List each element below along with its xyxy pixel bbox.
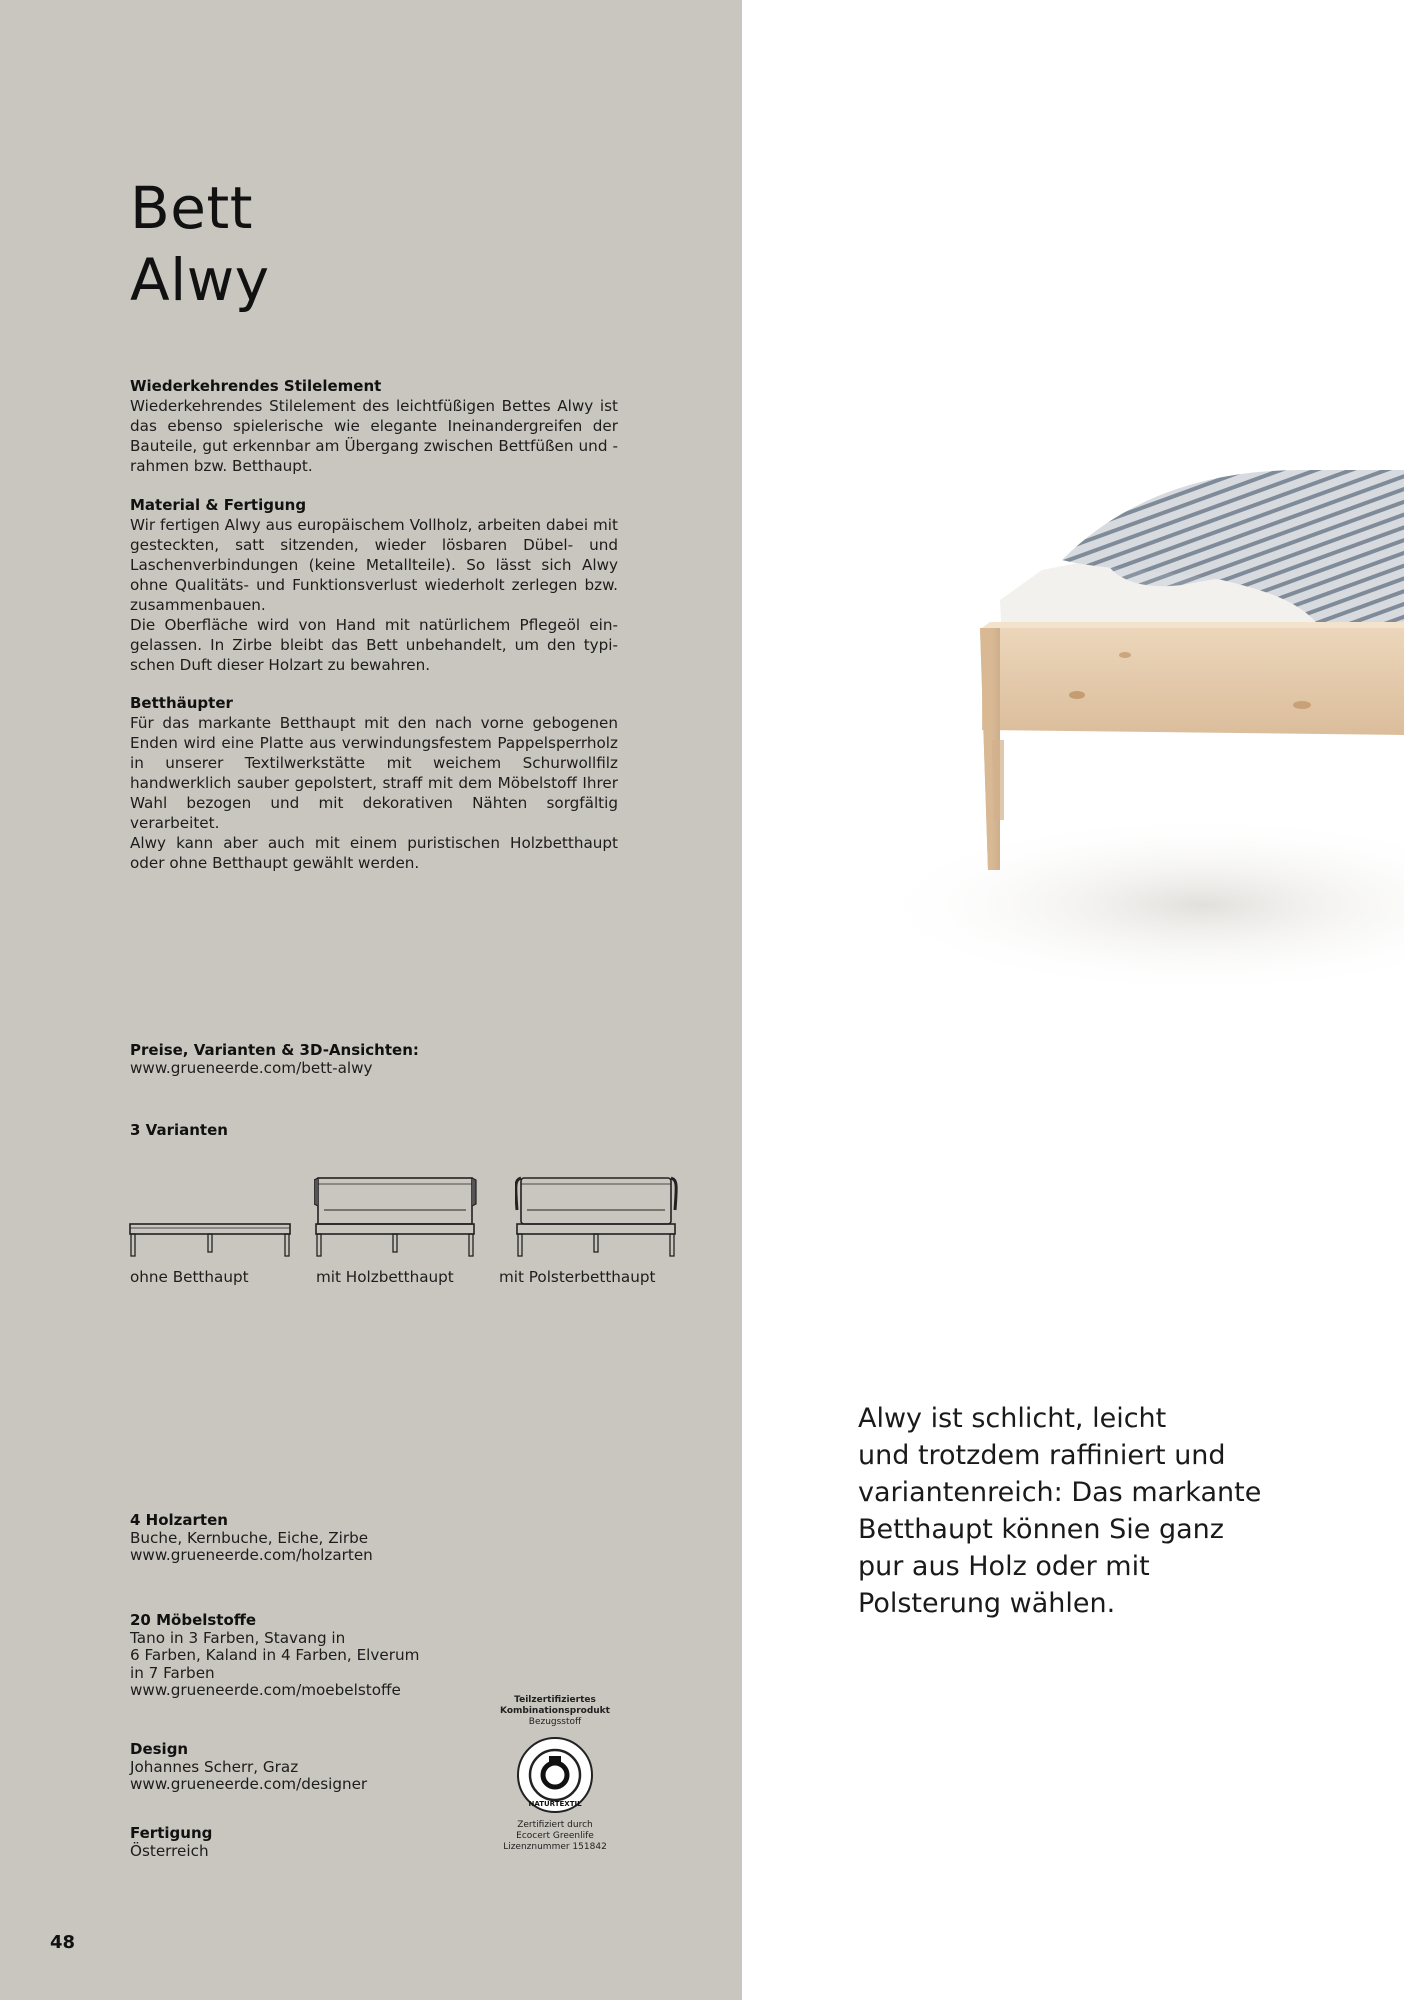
naturtextil-certificate [490,1695,620,1853]
production-heading: Fertigung [130,1824,213,1842]
title-line-2: Alwy [130,246,270,314]
quote-line: variantenreich: Das markante [858,1477,1262,1508]
fabrics-line: Tano in 3 Farben, Stavang in [130,1628,346,1647]
cert-bottom-line: Lizenznummer 151842 [503,1842,607,1852]
fabrics-line: in 7 Farben [130,1663,215,1682]
cert-top-line: Teilzertifiziertes [514,1695,596,1705]
fabrics-link[interactable]: www.grueneerde.com/moebelstoffe [130,1681,401,1699]
bed-without-headboard-icon [128,1170,294,1260]
variant-label-ohne: ohne Betthaupt [130,1268,249,1286]
quote-text [858,1400,1298,1622]
page-number: 48 [50,1932,76,1953]
designer-name: Johannes Scherr, Graz [130,1757,299,1776]
section-betthaeupter [130,693,618,873]
bed-upholstered-headboard-icon [515,1170,681,1260]
section-body: Wiederkehrendes Stilelement des leichtfüßigen Bettes Alwy ist das ebenso spielerische wie elegante Ineinandergreifen der Bauteile, gut erkennbar am Übergang zwischen Bettfüßen und -rahmen bzw. Betthaupt. [130,397,618,475]
woods-info [130,1512,460,1565]
fabrics-heading: 20 Möbelstoffe [130,1611,257,1629]
fabrics-line: 6 Farben, Kaland in 4 Farben, Elverum [130,1646,420,1664]
section-material [130,495,618,675]
cert-bottom-line: Zertifiziert durch [517,1820,593,1830]
woods-list: Buche, Kernbuche, Eiche, Zirbe [130,1528,369,1547]
woods-heading: 4 Holzarten [130,1511,228,1529]
variants-heading: 3 Varianten [130,1121,228,1139]
woods-link[interactable]: www.grueneerde.com/holzarten [130,1546,373,1564]
bed-wood-headboard-icon [314,1170,480,1260]
section-body: Wir fertigen Alwy aus europäischem Vollholz, arbeiten dabei mit gesteckten, satt sitzenden, wieder lösbaren Dübel- und Laschenverbindungen (keine Metallteile). So lässt sich Alwy ohne Qualitäts- und Funktionsverlust wiederholt zerlegen bzw. zusammenbauen. [130,516,618,614]
quote-line: pur aus Holz oder mit [858,1551,1150,1582]
production-country: Österreich [130,1841,209,1860]
page-title [130,172,270,316]
seal-label: NATURTEXTIL [528,1800,582,1808]
cert-top-line: Bezugsstoff [528,1717,582,1727]
section-body: Für das markante Betthaupt mit den nach vorne gebogenen Enden wird eine Platte aus verwindungsfestem Pappelsperrholz in unserer Textilwerkstätte mit weichem Schurwollfilz handwerklich sauber gepolstert, straff mit dem Möbelstoff Ihrer Wahl bezogen und mit dekorativen Nähten sorgfältig verarbeitet. [130,714,618,832]
section-body-2: Alwy kann aber auch mit einem puristischen Holzbetthaupt oder ohne Betthaupt gewählt werden. [130,834,618,872]
production-info [130,1825,460,1860]
cert-bottom-line: Ecocert Greenlife [516,1831,594,1841]
prices-link[interactable]: www.grueneerde.com/bett-alwy [130,1058,373,1077]
bed-photo [742,0,1404,1100]
section-heading: Betthäupter [130,694,233,712]
quote-line: Betthaupt können Sie ganz [858,1514,1224,1545]
variant-drawing-ohne [128,1170,294,1260]
section-heading: Material & Fertigung [130,496,307,514]
designer-link[interactable]: www.grueneerde.com/designer [130,1775,368,1793]
prices-info [130,1042,460,1077]
variant-label-holz: mit Holzbetthaupt [316,1268,454,1286]
section-heading: Wiederkehrendes Stilelement [130,377,382,395]
section-body-2: Die Oberfläche wird von Hand mit natürlichem Pflegeöl eingelassen. In Zirbe bleibt das Bett unbehandelt, um den typischen Duft dieser Holzart zu bewahren. [130,616,618,674]
section-stilelement [130,376,618,476]
quote-line: und trotzdem raffiniert und [858,1440,1226,1471]
variant-drawing-polster [515,1170,681,1260]
design-heading: Design [130,1740,189,1758]
cert-top-line: Kombinationsprodukt [500,1706,610,1716]
prices-heading: Preise, Varianten & 3D-Ansichten: [130,1041,419,1059]
variant-drawing-holz [314,1170,480,1260]
title-line-1: Bett [130,174,253,242]
variant-label-polster: mit Polsterbetthaupt [499,1268,656,1286]
naturtextil-seal-icon [516,1736,594,1814]
quote-line: Alwy ist schlicht, leicht [858,1403,1167,1434]
fabrics-info [130,1612,460,1700]
quote-line: Polsterung wählen. [858,1588,1116,1619]
design-info [130,1741,460,1794]
